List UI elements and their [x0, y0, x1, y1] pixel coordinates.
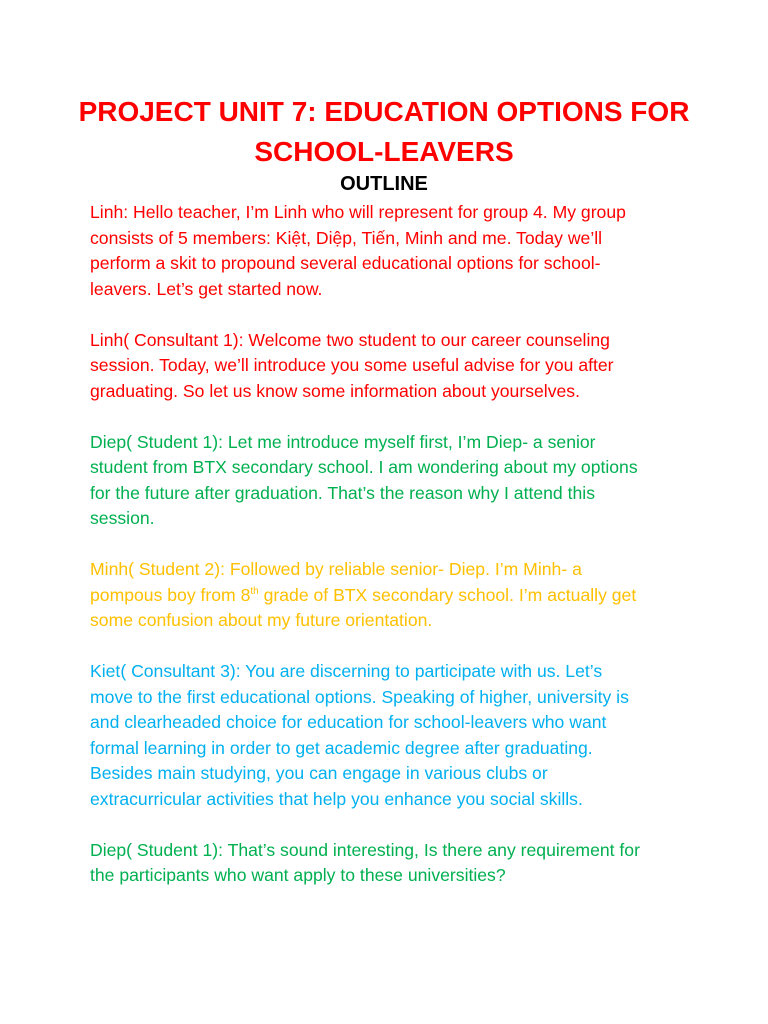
text-line: for the future after graduation. That’s the reason why I attend this	[90, 482, 595, 503]
paragraph-kiet-consultant	[90, 659, 690, 812]
text-line: the participants who want apply to these universities?	[90, 865, 506, 885]
paragraph-linh-intro	[90, 200, 690, 302]
text-line: student from BTX secondary school. I am wondering about my options	[90, 457, 638, 477]
paragraph-diep-intro	[90, 430, 690, 532]
text-line: Diep( Student 1): Let me introduce myself first, I’m Diep- a senior	[90, 431, 596, 452]
paragraph-linh-consultant	[90, 328, 690, 405]
text-line: Linh: Hello teacher, I’m Linh who will represent for group 4. My group	[90, 202, 626, 222]
text-line: extracurricular activities that help you enhance you social skills.	[90, 788, 583, 809]
title-line-2: SCHOOL-LEAVERS	[254, 136, 514, 167]
ordinal-superscript: th	[250, 585, 259, 597]
text-line: move to the first educational options. Speaking of higher, university is	[90, 686, 629, 707]
text-line: session.	[90, 508, 155, 528]
text-line: Besides main studying, you can engage in various clubs or	[90, 763, 548, 783]
text-line: perform a skit to propound several educational options for school-	[90, 253, 601, 273]
text-line: Linh( Consultant 1): Welcome two student to our career counseling	[90, 329, 610, 350]
paragraph-diep-question	[90, 838, 690, 889]
title-line-1: PROJECT UNIT 7: EDUCATION OPTIONS FOR	[78, 96, 690, 127]
text-line: Kiet( Consultant 3): You are discerning to participate with us. Let’s	[90, 661, 603, 681]
dialogue-body	[90, 200, 690, 914]
text-fragment: pompous boy from 8	[90, 584, 251, 605]
text-line: formal learning in order to get academic degree after graduating.	[90, 737, 593, 758]
text-line: session. Today, we’ll introduce you some useful advise for you after	[90, 355, 614, 375]
text-line: Minh( Student 2): Followed by reliable senior- Diep. I’m Minh- a	[90, 559, 582, 579]
document-subtitle: OUTLINE	[340, 173, 428, 195]
document-title	[0, 92, 768, 172]
paragraph-minh-intro	[90, 557, 690, 634]
text-line: some confusion about my future orientation.	[90, 610, 433, 630]
text-line-with-superscript	[90, 583, 690, 609]
text-line: graduating. So let us know some information about yourselves.	[90, 380, 580, 401]
text-fragment: grade of BTX secondary school. I’m actually get	[258, 584, 637, 605]
text-line: leavers. Let’s get started now.	[90, 278, 323, 299]
text-line: consists of 5 members: Kiệt, Diệp, Tiến, Minh and me. Today we’ll	[90, 227, 603, 248]
text-line: and clearheaded choice for education for school-leavers who want	[90, 712, 607, 732]
text-line: Diep( Student 1): That’s sound interesting, Is there any requirement for	[90, 839, 640, 860]
